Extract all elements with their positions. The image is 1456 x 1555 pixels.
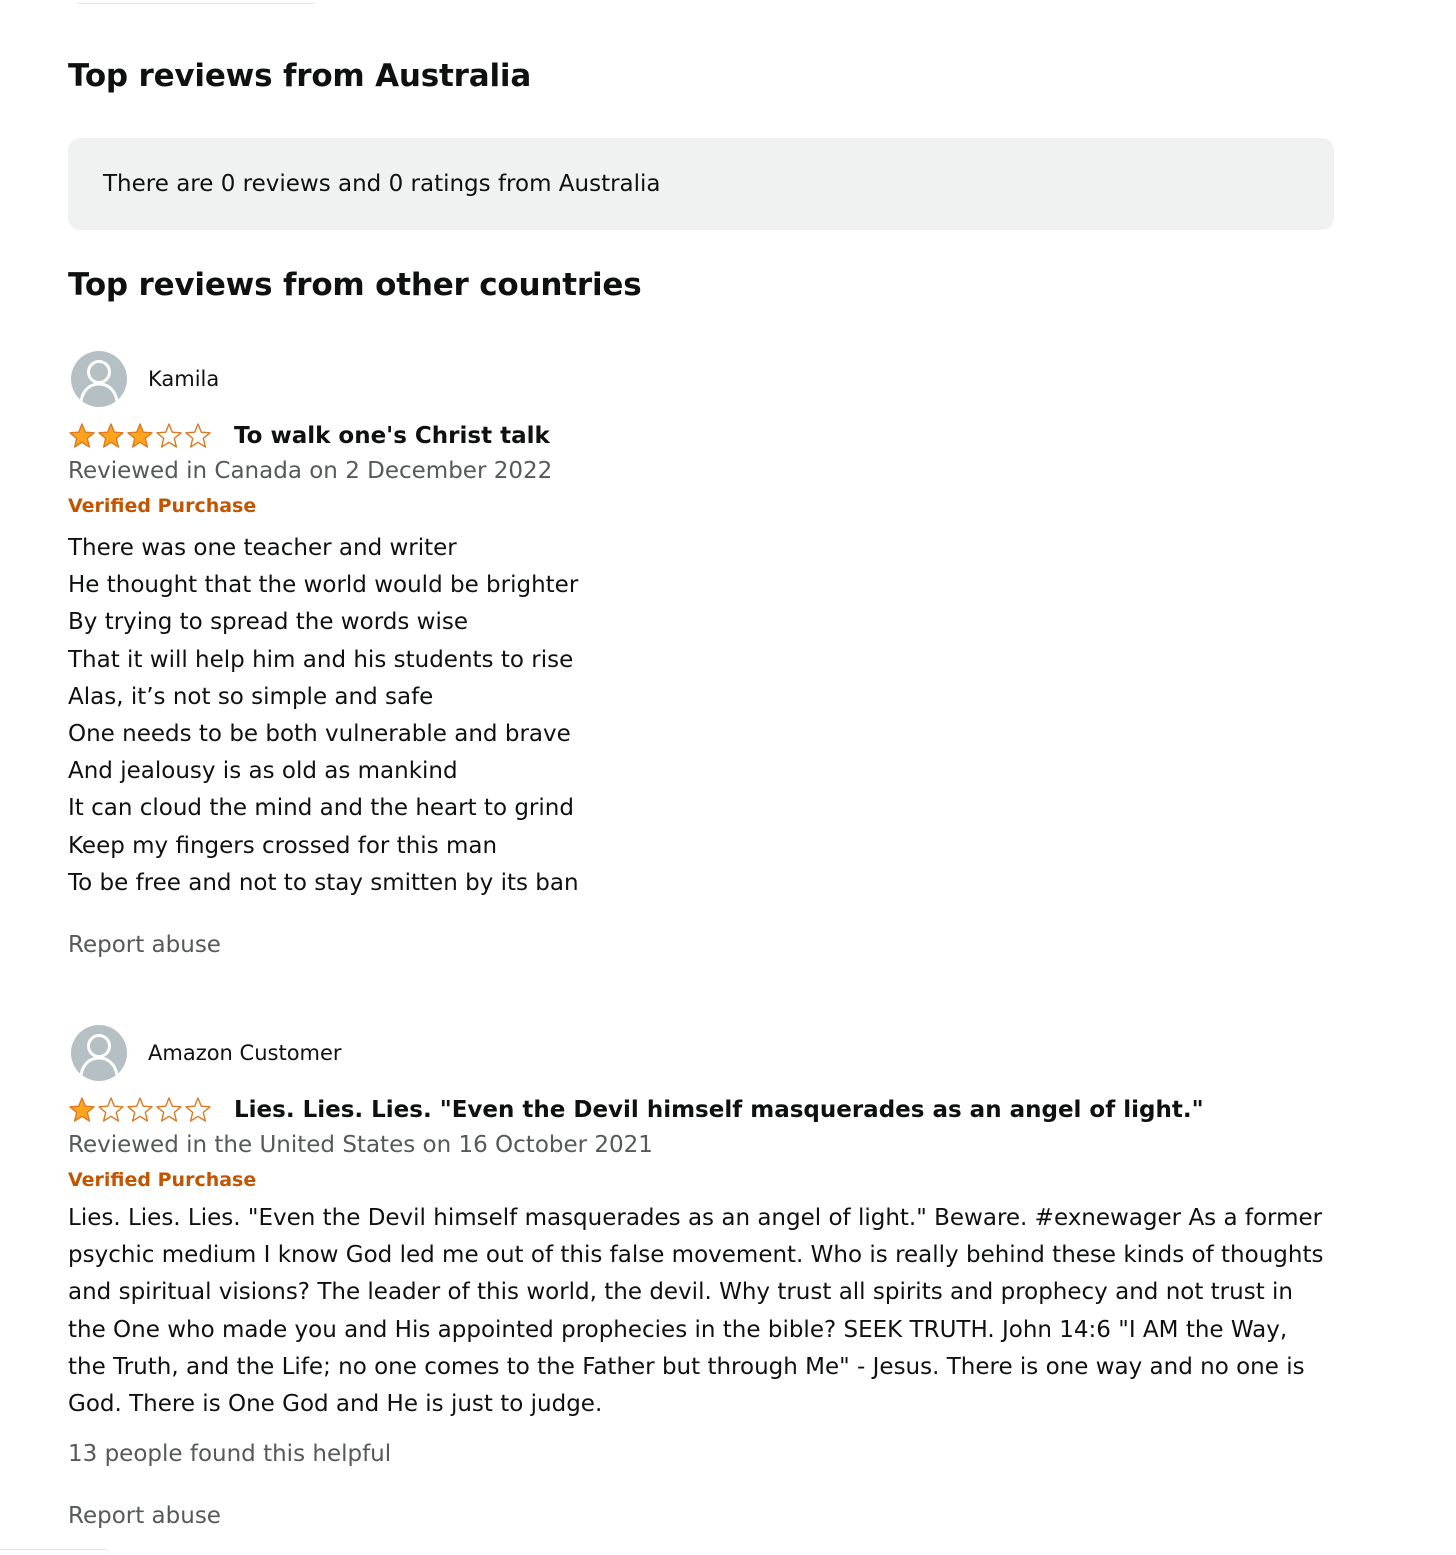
star-rating[interactable] bbox=[68, 422, 218, 450]
reviewer-profile[interactable] bbox=[68, 1024, 1338, 1082]
review-body-line: That it will help him and his students to rise bbox=[68, 646, 574, 673]
review-card bbox=[68, 350, 1338, 960]
review-body: Lies. Lies. Lies. "Even the Devil himself masquerades as an angel of light." Beware. #exnewager As a former psychic medium I know God led me out of this false movement. Who is really behind these kinds of thoughts and spiritual visions? The leader of this world, the devil. Why trust all spirits and prophecy and not trust in the One who made you and His appointed prophecies in the bible? SEEK TRUTH. John 14:6 "I AM the Way, the Truth, and the Life; no one comes to the Father but through Me" - Jesus. There is one way and no one is God. There is One God and He is just to judge. bbox=[68, 1205, 1324, 1418]
star-filled-icon bbox=[97, 422, 125, 450]
default-profile-icon[interactable] bbox=[71, 1025, 127, 1081]
review-body-line: There was one teacher and writer bbox=[68, 535, 457, 561]
reviewer-profile[interactable] bbox=[68, 350, 1338, 408]
star-empty-icon bbox=[184, 422, 212, 450]
review-date: Reviewed in Canada on 2 December 2022 bbox=[68, 458, 553, 484]
star-filled-icon bbox=[126, 422, 154, 450]
report-abuse-link[interactable]: Report abuse bbox=[68, 932, 221, 959]
australia-reviews-heading: Top reviews from Australia bbox=[68, 58, 532, 94]
review-body bbox=[68, 530, 1338, 902]
review-body-line: Alas, it’s not so simple and safe bbox=[68, 683, 434, 710]
verified-purchase-badge[interactable]: Verified Purchase bbox=[68, 1169, 257, 1191]
review-body-line: It can cloud the mind and the heart to grind bbox=[68, 795, 574, 822]
default-profile-icon[interactable] bbox=[71, 351, 127, 407]
review-body-line: He thought that the world would be brighter bbox=[68, 572, 579, 599]
previous-section-edge bbox=[76, 0, 316, 4]
review-body-line: Keep my fingers crossed for this man bbox=[68, 832, 498, 859]
reviewer-name[interactable]: Amazon Customer bbox=[148, 1041, 342, 1065]
star-empty-icon bbox=[97, 1096, 125, 1124]
star-empty-icon bbox=[184, 1096, 212, 1124]
australia-reviews-notice bbox=[68, 138, 1334, 230]
helpful-count: 13 people found this helpful bbox=[68, 1441, 392, 1468]
australia-notice-text: There are 0 reviews and 0 ratings from Australia bbox=[103, 171, 661, 197]
review-body-line: One needs to be both vulnerable and brave bbox=[68, 721, 571, 748]
star-filled-icon bbox=[68, 422, 96, 450]
review-body-line: By trying to spread the words wise bbox=[68, 609, 468, 636]
next-section-edge bbox=[0, 1549, 110, 1555]
review-card bbox=[68, 1024, 1338, 1531]
other-countries-reviews-heading: Top reviews from other countries bbox=[68, 267, 642, 303]
star-empty-icon bbox=[155, 1096, 183, 1124]
review-body-line: To be free and not to stay smitten by its ban bbox=[68, 869, 579, 896]
verified-purchase-badge[interactable]: Verified Purchase bbox=[68, 495, 257, 517]
report-abuse-link[interactable]: Report abuse bbox=[68, 1503, 221, 1530]
review-date: Reviewed in the United States on 16 October 2021 bbox=[68, 1132, 653, 1158]
review-body-line: And jealousy is as old as mankind bbox=[68, 758, 458, 785]
star-filled-icon bbox=[68, 1096, 96, 1124]
reviewer-name[interactable]: Kamila bbox=[148, 367, 220, 391]
star-empty-icon bbox=[155, 422, 183, 450]
review-title-link[interactable]: To walk one's Christ talk bbox=[234, 423, 550, 449]
star-rating[interactable] bbox=[68, 1096, 218, 1124]
review-title-link[interactable]: Lies. Lies. Lies. "Even the Devil himself masquerades as an angel of light." bbox=[234, 1097, 1204, 1123]
star-empty-icon bbox=[126, 1096, 154, 1124]
